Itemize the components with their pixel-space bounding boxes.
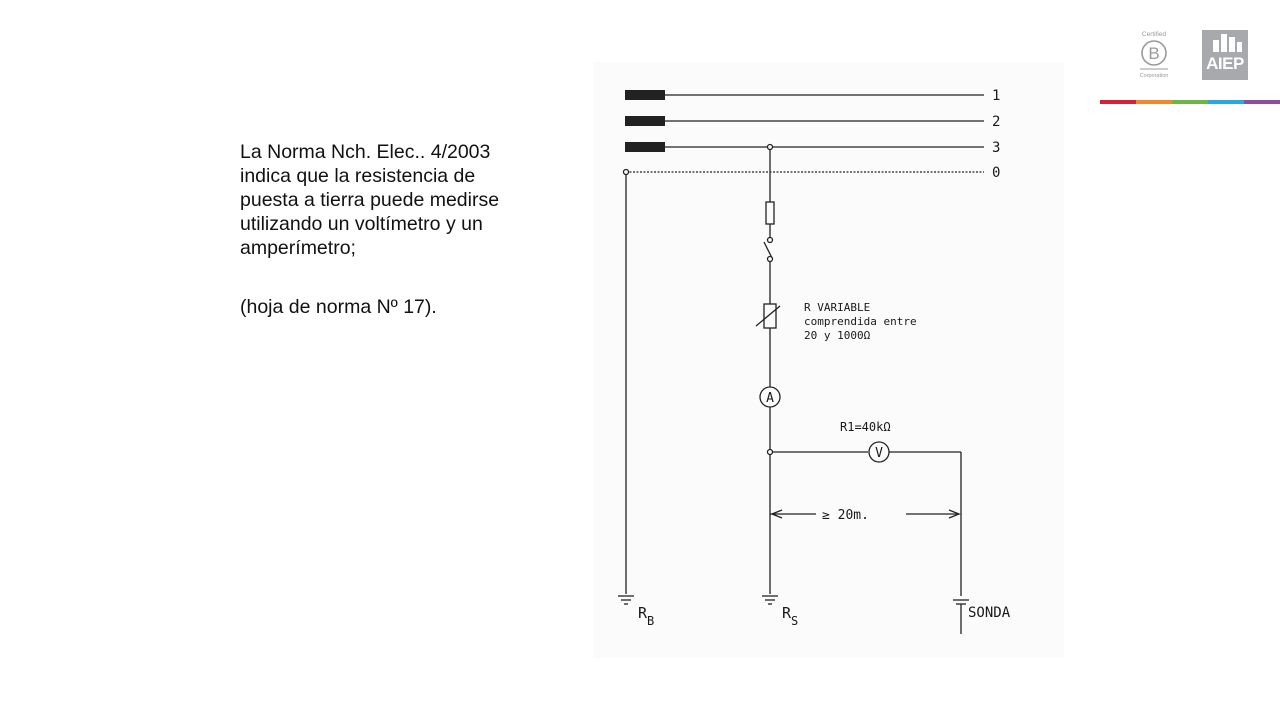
brand-stripe-red (1100, 100, 1136, 104)
conductor-label-3: 3 (992, 140, 1001, 156)
slide-text (240, 140, 570, 319)
brand-stripe-green (1172, 100, 1208, 104)
voltmeter-label: V (875, 446, 883, 461)
resistor-note-line-3: 20 y 1000Ω (804, 329, 871, 342)
circuit-diagram (594, 62, 1064, 658)
resistor-note-line-1: R VARIABLE (804, 301, 871, 314)
brand-stripe-blue (1208, 100, 1244, 104)
ground-rs-main: R (782, 604, 792, 622)
paragraph-line-1: La Norma Nch. Elec.. 4/2003 (240, 141, 491, 163)
aiep-logo (1202, 30, 1248, 80)
ground-rs-label (782, 604, 798, 628)
ground-rb-sub: B (647, 614, 655, 628)
ground-rb-label (638, 604, 654, 628)
ground-rs-sub: S (791, 614, 799, 628)
r1-label: R1=40kΩ (840, 420, 891, 434)
paragraph-line-5: amperímetro; (240, 237, 356, 259)
fuse-symbol (766, 202, 774, 224)
resistor-note-line-2: comprendida entre (804, 315, 917, 328)
bcorp-bottom-text: Corporation (1139, 73, 1169, 79)
ammeter-label: A (766, 391, 774, 406)
bcorp-letter: B (1148, 44, 1160, 63)
brand-stripe-purple (1244, 100, 1280, 104)
ground-rb-main: R (638, 604, 648, 622)
conductor-label-2: 2 (992, 114, 1001, 130)
conductor-label-1: 1 (992, 88, 1001, 104)
norm-reference: (hoja de norma Nº 17). (240, 296, 437, 318)
bcorp-top-text: Certified (1141, 31, 1167, 38)
bcorp-logo (1130, 26, 1178, 82)
probe-symbol (953, 600, 969, 634)
conductor-label-0: 0 (992, 165, 1001, 181)
brand-stripe-orange (1136, 100, 1172, 104)
probe-label: SONDA (968, 605, 1011, 621)
paragraph-line-2: indica que la resistencia de (240, 165, 476, 187)
ground-rb-symbol (618, 596, 634, 604)
paragraph-line-4: utilizando un voltímetro y un (240, 213, 483, 235)
ground-rs-symbol (762, 596, 778, 604)
distance-label: ≥ 20m. (822, 508, 869, 523)
aiep-brand-text: AIEP (1206, 54, 1244, 73)
variable-resistor-symbol (764, 304, 776, 328)
paragraph-line-3: puesta a tierra puede medirse (240, 189, 500, 211)
switch-blade (764, 242, 772, 258)
